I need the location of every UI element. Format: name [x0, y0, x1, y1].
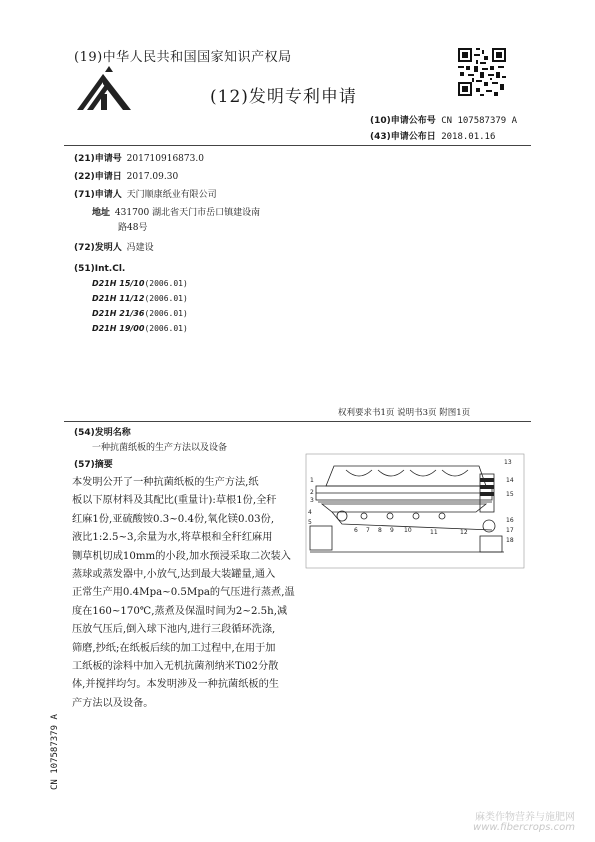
watermark-text: 麻类作物营养与施肥网 — [475, 812, 575, 823]
drawing-label: 15 — [506, 491, 514, 498]
abstract-line: 本发明公开了一种抗菌纸板的生产方法,纸 — [72, 477, 259, 488]
address-line-2 — [118, 220, 147, 233]
address-label: 地址 — [92, 208, 111, 218]
ipc-code: D21H 19/00 — [92, 324, 145, 333]
drawing-label: 14 — [506, 477, 514, 484]
drawing-label: 2 — [310, 489, 314, 496]
drawing-label: 3 — [310, 497, 314, 504]
abstract-drawing — [304, 452, 526, 574]
invention-title-value: 一种抗菌纸板的生产方法以及设备 — [92, 443, 228, 453]
watermark-url: www.fibercrops.com — [473, 822, 575, 833]
invention-title-label: (54)发明名称 — [74, 428, 131, 438]
invention-title-heading — [74, 425, 133, 438]
drawing-label: 8 — [378, 527, 382, 534]
address-line-2-value: 路48号 — [118, 223, 148, 233]
drawing-label: 17 — [506, 527, 514, 534]
application-number-value: 201710916873.0 — [126, 154, 204, 164]
publication-date — [370, 129, 495, 142]
abstract-label: (57)摘要 — [74, 460, 113, 470]
ipc-classification — [92, 309, 188, 319]
abstract-line: 度在160~170℃,蒸煮及保温时间为2~2.5h,减 — [72, 605, 288, 617]
publication-number-label: (10)申请公布号 — [370, 116, 436, 126]
inventor-value: 冯建设 — [126, 243, 154, 253]
address — [92, 205, 260, 218]
ipc-code: D21H 11/12 — [92, 294, 145, 303]
ipc-version: (2006.01) — [144, 279, 188, 288]
ipc-code: D21H 21/36 — [92, 309, 145, 318]
ipc-heading — [74, 264, 127, 274]
abstract-line: 红麻1份,亚硫酸铵0.3~0.4份,氧化镁0.03份, — [72, 513, 275, 525]
abstract-line: 体,并搅拌均匀。本发明涉及一种抗菌纸板的生 — [72, 679, 279, 691]
drawing-label: 5 — [308, 519, 312, 526]
filing-date-label: (22)申请日 — [74, 172, 122, 182]
ipc-label: (51)Int.Cl. — [74, 264, 126, 274]
publication-number-value: CN 107587379 A — [441, 116, 518, 126]
applicant — [74, 187, 217, 200]
drawing-label: 12 — [460, 529, 468, 536]
publication-date-label: (43)申请公布日 — [370, 132, 436, 142]
abstract-line: 压放气压后,倒入球下池内,进行三段循环洗涤, — [72, 624, 276, 636]
abstract-line: 铡草机切成10mm的小段,加水预浸采取二次装入 — [72, 550, 291, 562]
drawing-label: 18 — [506, 537, 514, 544]
patent-office-name: (19)中华人民共和国国家知识产权局 — [74, 50, 292, 65]
application-number — [74, 151, 204, 164]
abstract-divider — [64, 421, 531, 422]
publication-date-value: 2018.01.16 — [441, 132, 496, 142]
ipc-version: (2006.01) — [144, 324, 188, 333]
drawing-label: 11 — [430, 529, 438, 536]
drawing-label: 7 — [366, 527, 370, 534]
application-number-label: (21)申请号 — [74, 154, 122, 164]
header-divider — [64, 145, 531, 146]
qr-code-icon — [456, 46, 508, 102]
abstract-line: 板以下原材料及其配比(重量计):草根1份,全秆 — [72, 495, 277, 507]
drawing-label: 16 — [506, 517, 514, 524]
inventor — [74, 240, 154, 253]
ipc-version: (2006.01) — [144, 294, 188, 303]
abstract-line: 正常生产用0.4Mpa~0.5Mpa的气压进行蒸煮,温 — [72, 587, 295, 599]
applicant-value: 天门顺康纸业有限公司 — [126, 190, 217, 200]
inventor-label: (72)发明人 — [74, 243, 122, 253]
address-line-1: 431700 湖北省天门市岳口镇建设南 — [114, 208, 261, 218]
drawing-label: 10 — [404, 527, 412, 534]
abstract-body — [72, 474, 294, 713]
side-publication-number: CN 107587379 A — [50, 714, 60, 790]
ipc-classification — [92, 324, 188, 334]
filing-date — [74, 169, 178, 182]
drawing-label: 4 — [308, 509, 312, 516]
cnipa-logo-icon — [73, 64, 135, 120]
drawing-label: 9 — [390, 527, 394, 534]
ipc-classification — [92, 294, 188, 304]
drawing-label: 6 — [354, 527, 358, 534]
abstract-line: 液比1:2.5~3,余量为水,将草根和全秆红麻用 — [72, 532, 273, 544]
drawing-label: 13 — [504, 459, 512, 466]
applicant-label: (71)申请人 — [74, 190, 122, 200]
abstract-line: 蒸球或蒸发器中,小放气,达到最大装罐量,通入 — [72, 569, 276, 581]
invention-title — [92, 440, 227, 453]
page-count-info: 权利要求书1页 说明书3页 附图1页 — [338, 408, 471, 418]
abstract-line: 产方法以及设备。 — [72, 697, 154, 709]
ipc-classification — [92, 279, 188, 289]
abstract-heading — [74, 457, 115, 470]
abstract-line: 筛磨,抄纸;在纸板后续的加工过程中,在用于加 — [72, 642, 276, 654]
document-type-title: (12)发明专利申请 — [210, 87, 357, 107]
ipc-code: D21H 15/10 — [92, 279, 145, 288]
abstract-line: 工纸板的涂料中加入无机抗菌剂纳米Ti02分散 — [72, 661, 279, 673]
filing-date-value: 2017.09.30 — [126, 172, 179, 182]
drawing-label: 1 — [310, 477, 314, 484]
ipc-version: (2006.01) — [144, 309, 188, 318]
publication-number — [370, 113, 517, 126]
